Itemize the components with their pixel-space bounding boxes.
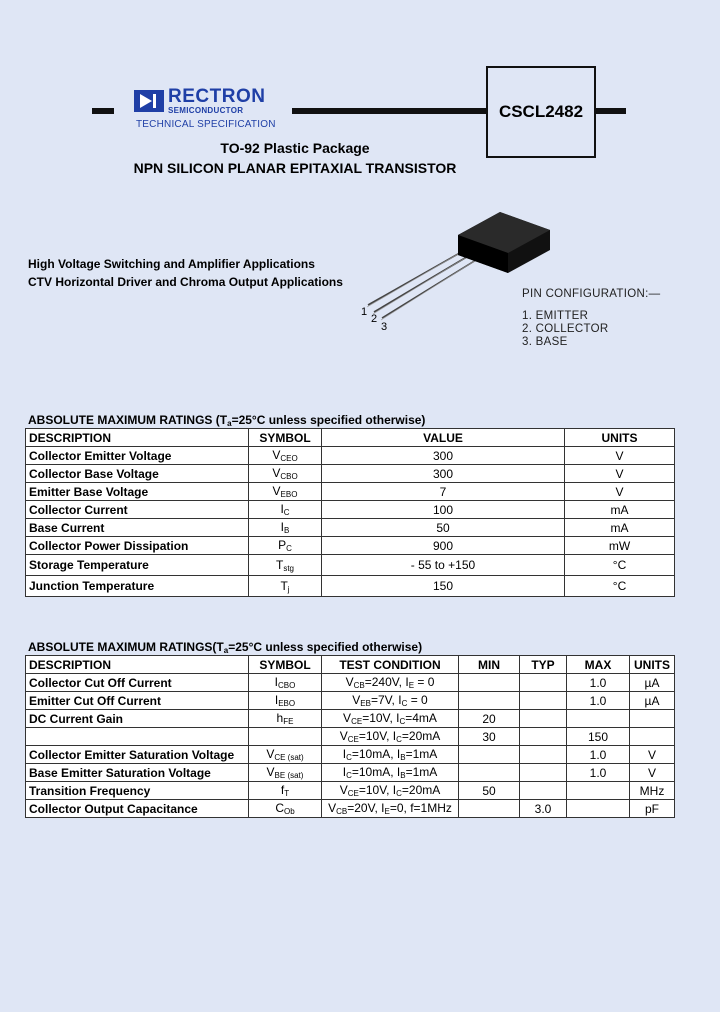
table2-caption-text: ABSOLUTE MAXIMUM RATINGS(T: [28, 640, 224, 654]
row-max: 1.0: [567, 692, 630, 710]
row-typ: [520, 728, 567, 746]
row-unit: mA: [565, 501, 675, 519]
symbol-letter: C: [275, 801, 284, 815]
table-row: [26, 746, 675, 764]
col-symbol: SYMBOL: [249, 429, 322, 447]
row-max: 150: [567, 728, 630, 746]
col-description: DESCRIPTION: [26, 656, 249, 674]
row-max: 1.0: [567, 746, 630, 764]
row-unit: µA: [630, 692, 675, 710]
row-min: [459, 800, 520, 818]
row-symbol: [249, 519, 322, 537]
row-typ: 3.0: [520, 800, 567, 818]
row-test-condition: $V_{EB}=7V$, $I_C = 0$: [322, 692, 459, 710]
row-unit: V: [565, 483, 675, 501]
symbol-subscript: BE (sat): [274, 771, 304, 780]
row-description: Emitter Base Voltage: [26, 483, 249, 501]
pin-1-emitter: 1. EMITTER: [522, 310, 589, 322]
condition-subscript: E: [384, 807, 390, 816]
table-header-row: [26, 656, 675, 674]
row-value: 7: [322, 483, 565, 501]
table2-caption-sub: a: [223, 646, 229, 655]
row-description: DC Current Gain: [26, 710, 249, 728]
row-description: Collector Cut Off Current: [26, 674, 249, 692]
pin-configuration-title: PIN CONFIGURATION:—: [522, 288, 661, 300]
table1-caption-text: ABSOLUTE MAXIMUM RATINGS (T: [28, 413, 228, 427]
row-description: Collector Current: [26, 501, 249, 519]
col-max: MAX: [567, 656, 630, 674]
row-min: [459, 746, 520, 764]
row-value: - 55 to +150: [322, 555, 565, 576]
condition-subscript: CB: [336, 807, 348, 816]
electrical-characteristics-table: [25, 655, 675, 818]
symbol-subscript: CBO: [280, 472, 298, 481]
condition-subscript: C: [399, 717, 406, 726]
row-symbol: [249, 576, 322, 597]
table-row: [26, 519, 675, 537]
application-line-1: High Voltage Switching and Amplifier Applications: [28, 257, 315, 271]
table1-caption-sub: a: [227, 419, 232, 428]
pin-label-2: 2: [371, 313, 378, 325]
row-unit: [630, 710, 675, 728]
technical-specification-label: TECHNICAL SPECIFICATION: [136, 119, 276, 130]
condition-subscript: E: [408, 681, 415, 690]
row-min: 30: [459, 728, 520, 746]
symbol-letter: V: [266, 765, 275, 779]
row-test-condition: $V_{CE}=10V$, $I_C=20mA$: [322, 728, 459, 746]
condition-subscript: EB: [360, 699, 371, 708]
row-description: Collector Emitter Voltage: [26, 447, 249, 465]
row-typ: [520, 746, 567, 764]
row-typ: [520, 710, 567, 728]
symbol-subscript: j: [287, 584, 290, 594]
symbol-subscript: C: [286, 544, 292, 553]
symbol-subscript: CE (sat): [274, 753, 304, 762]
table2-caption-text-end: =25°C unless specified otherwise): [228, 640, 423, 654]
symbol-subscript: FE: [283, 717, 294, 726]
symbol-subscript: CBO: [278, 681, 296, 690]
col-units: UNITS: [565, 429, 675, 447]
table-row: [26, 782, 675, 800]
row-value: 300: [322, 447, 565, 465]
rectron-logo-icon: [134, 90, 164, 112]
row-symbol: [249, 692, 322, 710]
row-unit: V: [630, 764, 675, 782]
row-description: Collector Base Voltage: [26, 465, 249, 483]
symbol-letter: h: [276, 711, 284, 725]
row-unit: pF: [630, 800, 675, 818]
row-min: 50: [459, 782, 520, 800]
row-description: Junction Temperature: [26, 576, 249, 597]
table-row: [26, 465, 675, 483]
table-row: [26, 576, 675, 597]
table-row: [26, 800, 675, 818]
symbol-letter: V: [272, 466, 281, 480]
condition-subscript: C: [346, 771, 352, 780]
condition-subscript: CE: [347, 789, 359, 798]
row-test-condition: $V_{CE}=10V$, $I_C=20mA$: [322, 782, 459, 800]
condition-subscript: CE: [351, 717, 363, 726]
symbol-letter: I: [274, 693, 279, 707]
table2-caption: [28, 640, 422, 655]
row-test-condition: $V_{CB}=20V$, $I_E=0$, f=1MHz: [322, 800, 459, 818]
row-symbol: [249, 728, 322, 746]
row-min: [459, 764, 520, 782]
row-value: 900: [322, 537, 565, 555]
row-description: Storage Temperature: [26, 555, 249, 576]
row-max: 1.0: [567, 764, 630, 782]
table-row: [26, 501, 675, 519]
table-row: [26, 674, 675, 692]
symbol-letter: I: [280, 502, 284, 516]
symbol-letter: V: [272, 484, 281, 498]
pin-2-collector: 2. COLLECTOR: [522, 323, 609, 335]
symbol-subscript: stg: [283, 563, 294, 573]
row-symbol: [249, 501, 322, 519]
row-typ: [520, 782, 567, 800]
row-max: [567, 800, 630, 818]
row-description: Collector Power Dissipation: [26, 537, 249, 555]
symbol-letter: f: [280, 783, 285, 797]
condition-subscript: C: [396, 735, 402, 744]
symbol-letter: I: [280, 520, 284, 534]
row-max: [567, 782, 630, 800]
row-symbol: [249, 555, 322, 576]
row-symbol: [249, 746, 322, 764]
col-value: VALUE: [322, 429, 565, 447]
row-unit: °C: [565, 555, 675, 576]
table-row: [26, 692, 675, 710]
condition-subscript: CB: [353, 681, 365, 690]
row-symbol: [249, 483, 322, 501]
col-typ: TYP: [520, 656, 567, 674]
row-symbol: [249, 674, 322, 692]
condition-subscript: C: [401, 699, 408, 708]
symbol-letter: V: [272, 448, 281, 462]
symbol-letter: T: [280, 578, 288, 593]
col-description: DESCRIPTION: [26, 429, 249, 447]
row-unit: V: [565, 465, 675, 483]
row-min: 20: [459, 710, 520, 728]
row-unit: mA: [565, 519, 675, 537]
pin-label-3: 3: [381, 321, 388, 333]
row-max: 1.0: [567, 674, 630, 692]
condition-subscript: C: [396, 789, 402, 798]
col-test-condition: TEST CONDITION: [322, 656, 459, 674]
row-unit: V: [565, 447, 675, 465]
col-symbol: SYMBOL: [249, 656, 322, 674]
header-rule-right: [596, 108, 626, 114]
row-test-condition: $V_{CB}=240V$, $I_E = 0$: [322, 674, 459, 692]
brand-subtitle: SEMICONDUCTOR: [168, 106, 244, 115]
symbol-subscript: Ob: [284, 807, 295, 816]
row-symbol: [249, 465, 322, 483]
table-header-row: [26, 429, 675, 447]
col-units: UNITS: [630, 656, 675, 674]
table1-caption: [28, 413, 425, 428]
header-rule-middle: [292, 108, 486, 114]
symbol-subscript: B: [284, 526, 290, 535]
row-unit: mW: [565, 537, 675, 555]
brand-name: RECTRON: [168, 86, 266, 107]
package-type: TO-92 Plastic Package: [220, 140, 370, 156]
row-unit: V: [630, 746, 675, 764]
symbol-letter: T: [275, 557, 284, 572]
row-value: 100: [322, 501, 565, 519]
row-unit: µA: [630, 674, 675, 692]
row-typ: [520, 674, 567, 692]
row-typ: [520, 692, 567, 710]
symbol-letter: I: [274, 675, 278, 689]
row-value: 150: [322, 576, 565, 597]
table-row: [26, 710, 675, 728]
row-test-condition: $I_C=10mA$, $I_B=1mA$: [322, 746, 459, 764]
row-symbol: [249, 447, 322, 465]
row-symbol: [249, 800, 322, 818]
row-description: Base Emitter Saturation Voltage: [26, 764, 249, 782]
symbol-letter: P: [278, 538, 287, 552]
row-symbol: [249, 537, 322, 555]
symbol-subscript: CEO: [280, 454, 298, 463]
condition-subscript: C: [346, 753, 352, 762]
row-unit: °C: [565, 576, 675, 597]
row-description: Collector Output Capacitance: [26, 800, 249, 818]
part-number: CSCL2482: [498, 102, 584, 121]
symbol-subscript: EBO: [278, 699, 296, 708]
row-symbol: [249, 782, 322, 800]
symbol-letter: V: [266, 747, 275, 761]
table-row: [26, 555, 675, 576]
header-rule-left: [92, 108, 114, 114]
row-symbol: [249, 710, 322, 728]
table-row: [26, 537, 675, 555]
condition-subscript: CE: [347, 735, 359, 744]
row-description: Emitter Cut Off Current: [26, 692, 249, 710]
table-row: [26, 764, 675, 782]
row-description: [26, 728, 249, 746]
condition-subscript: B: [400, 771, 406, 780]
table-row: [26, 447, 675, 465]
row-symbol: [249, 764, 322, 782]
symbol-subscript: EBO: [280, 490, 298, 499]
table-row: [26, 483, 675, 501]
row-min: [459, 692, 520, 710]
row-unit: MHz: [630, 782, 675, 800]
application-line-2: CTV Horizontal Driver and Chroma Output Applications: [28, 275, 343, 289]
row-min: [459, 674, 520, 692]
row-typ: [520, 764, 567, 782]
row-max: [567, 710, 630, 728]
symbol-subscript: C: [283, 508, 290, 517]
row-value: 300: [322, 465, 565, 483]
row-value: 50: [322, 519, 565, 537]
condition-subscript: B: [400, 753, 406, 762]
table-row: [26, 728, 675, 746]
row-test-condition: $V_{CE}=10V$, $I_C=4mA$: [322, 710, 459, 728]
absolute-maximum-ratings-table: [25, 428, 675, 597]
device-title: NPN SILICON PLANAR EPITAXIAL TRANSISTOR: [133, 160, 457, 176]
row-unit: [630, 728, 675, 746]
row-description: Collector Emitter Saturation Voltage: [26, 746, 249, 764]
row-description: Base Current: [26, 519, 249, 537]
row-test-condition: $I_C=10mA$, $I_B=1mA$: [322, 764, 459, 782]
pin-3-base: 3. BASE: [522, 336, 568, 348]
row-description: Transition Frequency: [26, 782, 249, 800]
symbol-subscript: T: [284, 789, 290, 798]
pin-label-1: 1: [361, 306, 368, 318]
table1-caption-text-end: =25°C unless specified otherwise): [231, 413, 426, 427]
col-min: MIN: [459, 656, 520, 674]
